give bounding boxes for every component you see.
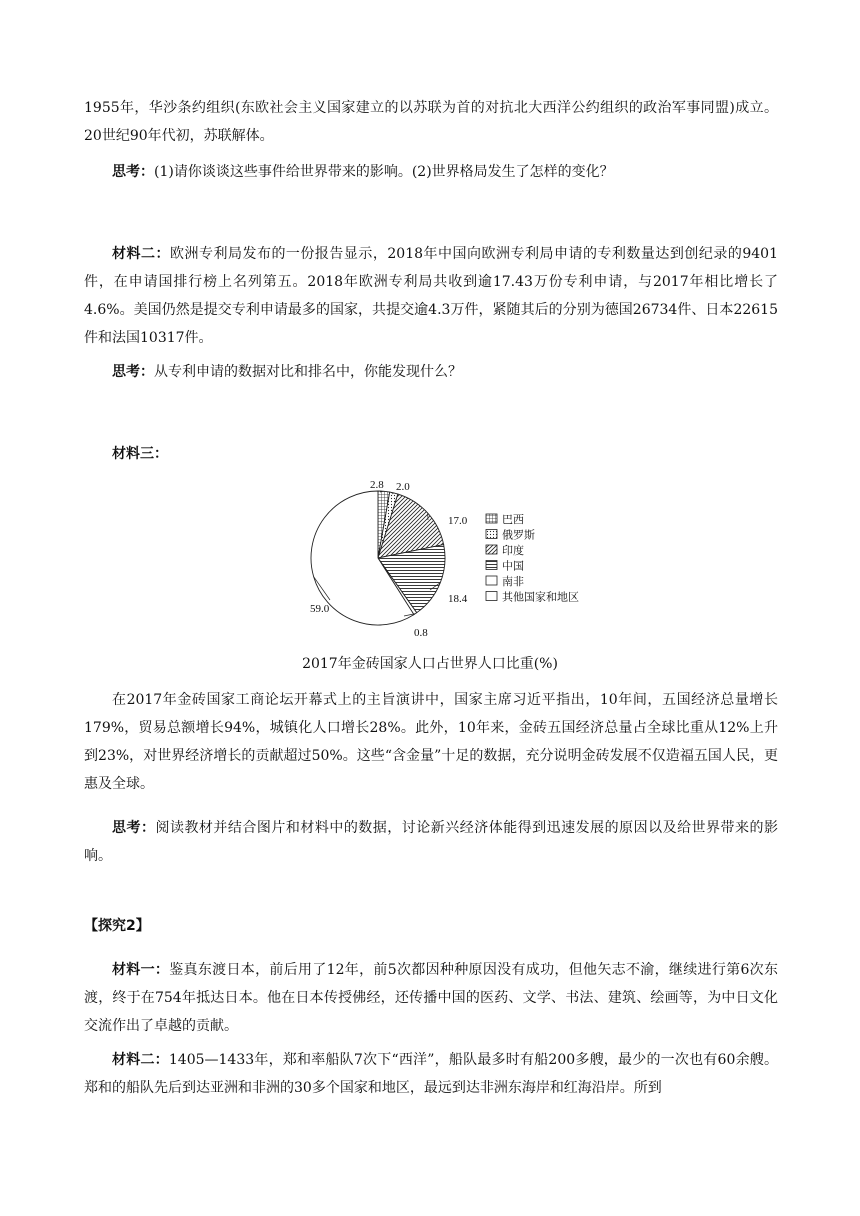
legend-swatch	[486, 545, 497, 554]
legend-label: 中国	[502, 559, 524, 573]
material-two-paragraph: 材料二：欧洲专利局发布的一份报告显示，2018年中国向欧洲专利局申请的专利数量达到创纪录的9401件，在申请国排行榜上名列第五。2018年欧洲专利局共收到逾17.43万份专利申请，与2017年相比增长了4.6%。美国仍然是提交专利申请最多的国家，共提交逾4.3万件，紧随其后的分别为德国26734件、日本22615件和法国10317件。	[84, 246, 778, 346]
legend-swatch	[486, 530, 497, 539]
legend-swatch	[486, 514, 497, 523]
material-label: 材料三：	[112, 446, 168, 462]
data-label: 17.0	[448, 515, 468, 527]
chart-title: 2017年金砖国家人口占世界人口比重(%)	[302, 656, 558, 672]
legend-swatch	[486, 576, 497, 585]
material-three-heading	[84, 440, 778, 468]
data-label: 59.0	[310, 603, 330, 615]
think-label: 思考：	[112, 164, 154, 180]
think-label: 思考：	[112, 364, 154, 380]
think-label: 思考：	[112, 820, 156, 836]
material-label: 材料二：	[112, 246, 170, 262]
section-heading: 【探究2】	[84, 918, 150, 934]
legend-label: 俄罗斯	[502, 528, 535, 542]
legend-label: 其他国家和地区	[502, 590, 579, 604]
jianzhen-paragraph: 材料一：鉴真东渡日本，前后用了12年，前5次都因种种原因没有成功，但他矢志不渝，继续进行第6次东渡，终于在754年抵达日本。他在日本传授佛经，还传播中国的医药、文学、书法、建筑、绘画等，为中日文化交流作出了卓越的贡献。	[84, 962, 778, 1034]
legend-swatch	[486, 561, 497, 570]
legend-label: 印度	[502, 544, 524, 557]
material-label: 材料二：	[112, 1052, 169, 1068]
think-question-3: 思考：阅读教材并结合图片和材料中的数据，讨论新兴经济体能得到迅速发展的原因以及给世界带来的影响。	[84, 820, 778, 864]
material-label: 材料一：	[112, 962, 170, 978]
legend-swatch	[486, 592, 497, 601]
zhenghe-paragraph: 材料二：1405—1433年，郑和率船队7次下“西洋”，船队最多时有船200多艘，最少的一次也有60余艘。郑和的船队先后到达亚洲和非洲的30多个国家和地区，最远到达非洲东海岸和红海沿岸。所到	[84, 1052, 779, 1096]
paragraph-warsaw-pact: 1955年，华沙条约组织(东欧社会主义国家建立的以苏联为首的对抗北大西洋公约组织的政治军事同盟)成立。20世纪90年代初，苏联解体。	[84, 100, 778, 144]
data-label: 18.4	[448, 593, 468, 605]
pie-chart	[300, 470, 620, 645]
legend-label: 南非	[502, 575, 524, 588]
think-question-2: 思考：从专利申请的数据对比和排名中，你能发现什么？	[112, 364, 462, 380]
data-label: 0.8	[414, 627, 428, 639]
data-label: 2.0	[396, 481, 410, 493]
brics-paragraph: 在2017年金砖国家工商论坛开幕式上的主旨演讲中，国家主席习近平指出，10年间，五国经济总量增长179%，贸易总额增长94%，城镇化人口增长28%。此外，10年来，金砖五国经济总量占全球比重从12%上升到23%，对世界经济增长的贡献超过50%。这些“含金量”十足的数据，充分说明金砖发展不仅造福五国人民，更惠及全球。	[84, 692, 778, 792]
legend-label: 巴西	[502, 513, 524, 526]
think-question-1: 思考：(1)请你谈谈这些事件给世界带来的影响。(2)世界格局发生了怎样的变化？	[112, 164, 614, 180]
data-label: 2.8	[370, 479, 384, 491]
